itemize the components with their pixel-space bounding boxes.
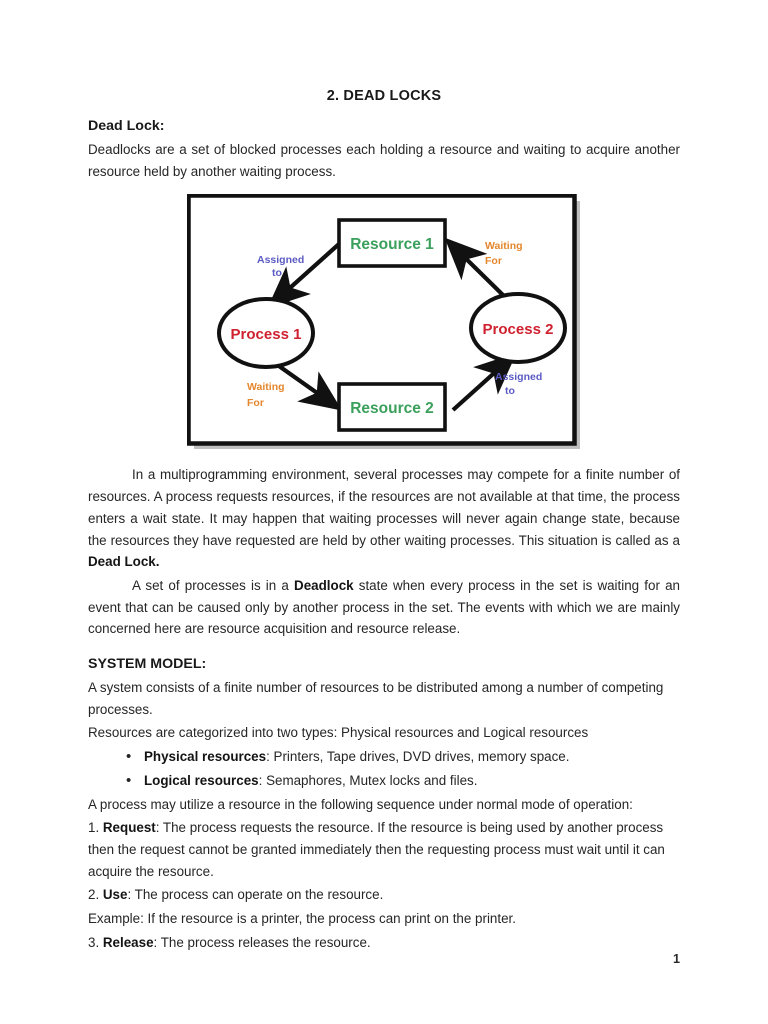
edge-label-waiting-for-process2-line2: For <box>485 255 502 268</box>
step-use <box>88 884 680 906</box>
resource-type-list <box>88 746 680 791</box>
edge-label-assigned-to-process1-line1: Assigned <box>257 254 305 267</box>
paragraph-deadlock-state-a: A set of processes is in a <box>132 577 295 593</box>
list-item <box>144 770 680 792</box>
edge-label-waiting-for-process2-line1: Waiting <box>485 240 523 253</box>
node-process1-label: Process 1 <box>230 326 302 344</box>
page-title: 2. DEAD LOCKS <box>326 88 442 104</box>
edge-label-assigned-to-process2-line1: Assigned <box>495 371 543 384</box>
paragraph-multiprogramming <box>88 464 680 573</box>
step-request <box>88 817 680 882</box>
paragraph-sequence-intro: A process may utilize a resource in the following sequence under normal mode of operation: <box>88 796 633 812</box>
node-resource2-label: Resource 2 <box>350 400 434 418</box>
step-use-text: : The process can operate on the resource. <box>127 887 384 903</box>
edge-label-assigned-to-process2-line2: to <box>505 385 515 398</box>
edge-label-waiting-for-process1-line1: Waiting <box>247 381 285 394</box>
list-item-term: Logical resources <box>144 772 259 788</box>
figure-container <box>88 194 680 450</box>
paragraph-deadlock-intro: Deadlocks are a set of blocked processes each holding a resource and waiting to acquire another resource held by another waiting process. <box>88 142 680 179</box>
step-request-term: Request <box>102 820 156 836</box>
paragraph-multiprogramming-bold: Dead Lock. <box>88 554 160 570</box>
step-release <box>88 932 680 954</box>
node-resource1-label: Resource 1 <box>350 236 434 254</box>
step-release-number: 3. <box>88 934 103 950</box>
paragraph-resource-types: Resources are categorized into two types: Physical resources and Logical resources <box>88 725 589 741</box>
list-item-term: Physical resources <box>144 749 267 765</box>
heading-system-model: SYSTEM MODEL: <box>88 656 207 673</box>
list-item-text: : Printers, Tape drives, DVD drives, memory space. <box>266 749 570 765</box>
paragraph-deadlock-state-b: state when every process in the set is waiting for an event that can be caused only by another process in the set. The events with which we are mainly concerned here are resource acquisition and resource release. <box>88 577 680 637</box>
paragraph-example: Example: If the resource is a printer, the process can print on the printer. <box>88 911 516 927</box>
paragraph-system-consists: A system consists of a finite number of resources to be distributed among a number of competing processes. <box>88 680 664 717</box>
step-release-term: Release <box>102 934 154 950</box>
list-item-text: : Semaphores, Mutex locks and files. <box>258 772 478 788</box>
paragraph-deadlock-state-bold: Deadlock <box>294 577 354 593</box>
edge-label-assigned-to-process1-line2: to <box>272 267 282 280</box>
step-release-text: : The process releases the resource. <box>153 934 371 950</box>
node-process2-label: Process 2 <box>482 321 554 339</box>
paragraph-multiprogramming-text: In a multiprogramming environment, several processes may compete for a finite number of resources. A process requests resources, if the resources are not available at that time, the process enters a wait state. It may happen that waiting processes will never again change state, because the resources they have requested are held by other waiting processes. This situation is called as a <box>88 467 680 548</box>
page-number: 1 <box>672 952 680 966</box>
step-request-text: : The process requests the resource. If the resource is being used by another process then the request cannot be granted immediately then the requesting process must wait until it can acquire the resource. <box>88 820 665 879</box>
list-item <box>144 746 680 768</box>
heading-dead-lock: Dead Lock: <box>88 118 165 134</box>
edge-label-waiting-for-process1-line2: For <box>247 397 264 410</box>
step-use-term: Use <box>102 887 128 903</box>
step-request-number: 1. <box>88 820 103 836</box>
step-use-number: 2. <box>88 887 103 903</box>
deadlock-diagram <box>187 194 581 450</box>
section-spacer <box>88 642 680 656</box>
paragraph-deadlock-state <box>88 575 680 640</box>
